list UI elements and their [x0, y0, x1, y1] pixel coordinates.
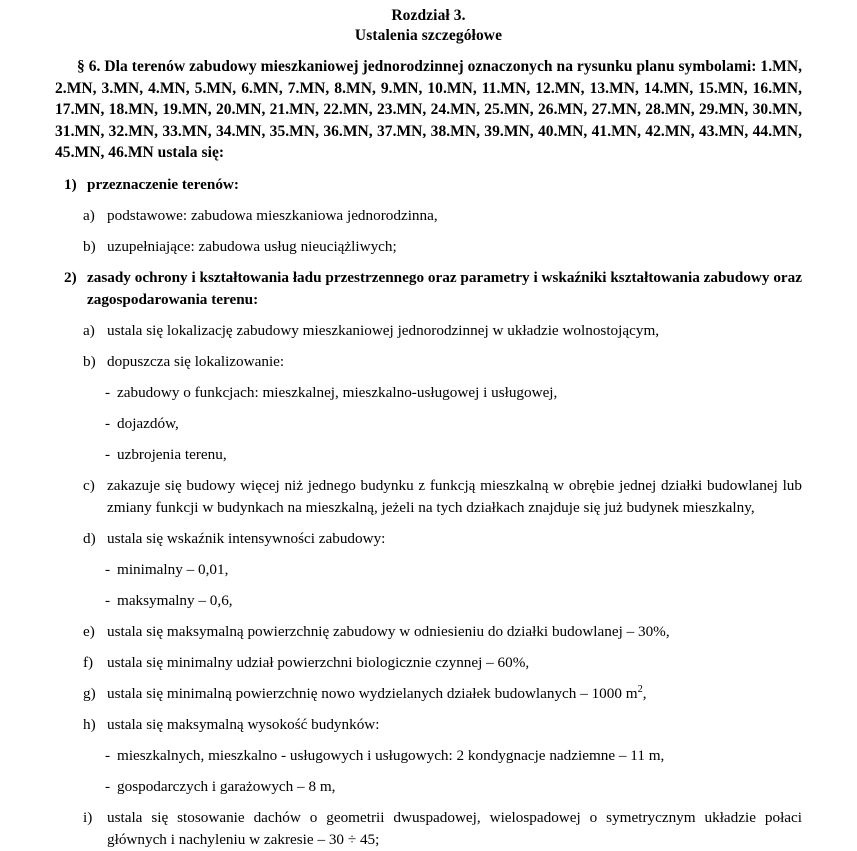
list-marker-2f: f): [83, 653, 94, 671]
list-item-2b-text: dopuszcza się lokalizowanie:: [107, 352, 285, 370]
list-marker-1a: a): [83, 206, 95, 224]
list-item-2h: [55, 714, 802, 736]
list-item-2d: [55, 528, 802, 550]
list-item-2d-text: ustala się wskaźnik intensywności zabudowy:: [107, 529, 386, 547]
list-item-1-text: przeznaczenie terenów:: [87, 175, 239, 193]
list-marker-1: 1): [64, 175, 77, 193]
dash-item-2h-2-text: gospodarczych i garażowych – 8 m,: [117, 777, 336, 795]
list-item-1b: [55, 236, 802, 258]
list-marker-2h: h): [83, 715, 96, 733]
list-marker-1b: b): [83, 237, 96, 255]
list-item-2a: [55, 320, 802, 342]
list-item-2h-text: ustala się maksymalną wysokość budynków:: [107, 715, 380, 733]
list-item-1a: [55, 205, 802, 227]
list-marker-2d: d): [83, 529, 96, 547]
dash-marker: -: [105, 777, 111, 795]
dash-marker: -: [105, 445, 111, 463]
list-item-2f: [55, 652, 802, 674]
dash-item-2b-3-text: uzbrojenia terenu,: [117, 445, 227, 463]
list-item-2f-text: ustala się minimalny udział powierzchni biologicznie czynnej – 60%,: [107, 653, 530, 671]
dash-item-2d-2-text: maksymalny – 0,6,: [117, 591, 233, 609]
chapter-heading: Rozdział 3.: [391, 7, 466, 24]
dash-item-2h-1: [55, 745, 802, 767]
list-item-2e: [55, 621, 802, 643]
list-item-2i-text: ustala się stosowanie dachów o geometrii dwuspadowej, wielospadowej o symetrycznym układzie połaci głównych i nachyleniu w zakresie – 30 ÷ 45;: [107, 808, 802, 848]
dash-item-2b-1: [55, 382, 802, 404]
list-marker-2: 2): [64, 268, 77, 286]
list-marker-2e: e): [83, 622, 95, 640]
list-item-1b-text: uzupełniające: zabudowa usług nieuciążliwych;: [107, 237, 397, 255]
list-item-2g-text-main: ustala się minimalną powierzchnię nowo wydzielanych działek budowlanych – 1000 m: [107, 684, 638, 702]
list-item-2g: [55, 683, 802, 705]
list-item-1a-text: podstawowe: zabudowa mieszkaniowa jednorodzinna,: [107, 206, 438, 224]
dash-item-2b-3: [55, 444, 802, 466]
dash-marker: -: [105, 414, 111, 432]
list-item-2i: [55, 807, 802, 851]
dash-item-2d-1: [55, 559, 802, 581]
list-marker-2c: c): [83, 476, 95, 494]
list-item-2b: [55, 351, 802, 373]
list-item-1: [55, 174, 802, 196]
dash-item-2b-2: [55, 413, 802, 435]
section-6-paragraph: § 6. Dla terenów zabudowy mieszkaniowej jednorodzinnej oznaczonych na rysunku planu symbolami: 1.MN, 2.MN, 3.MN, 4.MN, 5.MN, 6.MN, 7.MN, 8.MN, 9.MN, 10.MN, 11.MN, 12.MN, 13.MN, 14.MN, 15.MN, 16.MN, 17.MN, 18.MN, 19.MN, 20.MN, 21.MN, 22.MN, 23.MN, 24.MN, 25.MN, 26.MN, 27.MN, 28.MN, 29.MN, 30.MN, 31.MN, 32.MN, 33.MN, 34.MN, 35.MN, 36.MN, 37.MN, 38.MN, 39.MN, 40.MN, 41.MN, 42.MN, 43.MN, 44.MN, 45.MN, 46.MN ustala się:: [55, 58, 802, 162]
list-item-2g-text: [107, 683, 802, 705]
dash-marker: -: [105, 383, 111, 401]
list-item-2a-text: ustala się lokalizację zabudowy mieszkaniowej jednorodzinnej w układzie wolnostojącym,: [107, 321, 660, 339]
chapter-subheading: Ustalenia szczegółowe: [354, 27, 503, 44]
square-meter-superscript: 2: [637, 683, 643, 695]
list-marker-2b: b): [83, 352, 96, 370]
dash-marker: -: [105, 591, 111, 609]
dash-marker: -: [105, 560, 111, 578]
list-item-2g-text-tail: ,: [642, 684, 647, 702]
list-marker-2i: i): [83, 808, 93, 826]
list-item-2: [55, 267, 802, 311]
dash-item-2d-1-text: minimalny – 0,01,: [117, 560, 229, 578]
list-item-2c-text: zakazuje się budowy więcej niż jednego budynku z funkcją mieszkalną w obrębie jednej działki budowlanej lub zmiany funkcji w budynkach na mieszkalną, jeżeli na tych działkach znajduje się już budynek mieszkalny,: [107, 476, 802, 516]
dash-item-2b-2-text: dojazdów,: [117, 414, 179, 432]
list-item-2e-text: ustala się maksymalną powierzchnię zabudowy w odniesieniu do działki budowlanej – 30%,: [107, 622, 670, 640]
dash-item-2d-2: [55, 590, 802, 612]
list-marker-2g: g): [83, 684, 96, 702]
dash-item-2b-1-text: zabudowy o funkcjach: mieszkalnej, mieszkalno-usługowej i usługowej,: [117, 383, 558, 401]
dash-marker: -: [105, 746, 111, 764]
list-marker-2a: a): [83, 321, 95, 339]
list-item-2c: [55, 475, 802, 519]
dash-item-2h-2: [55, 776, 802, 798]
list-item-2-text: zasady ochrony i kształtowania ładu przestrzennego oraz parametry i wskaźniki kształtowania zabudowy oraz zagospodarowania terenu:: [87, 268, 802, 308]
dash-item-2h-1-text: mieszkalnych, mieszkalno - usługowych i usługowych: 2 kondygnacje nadziemne – 11 m,: [117, 746, 665, 764]
